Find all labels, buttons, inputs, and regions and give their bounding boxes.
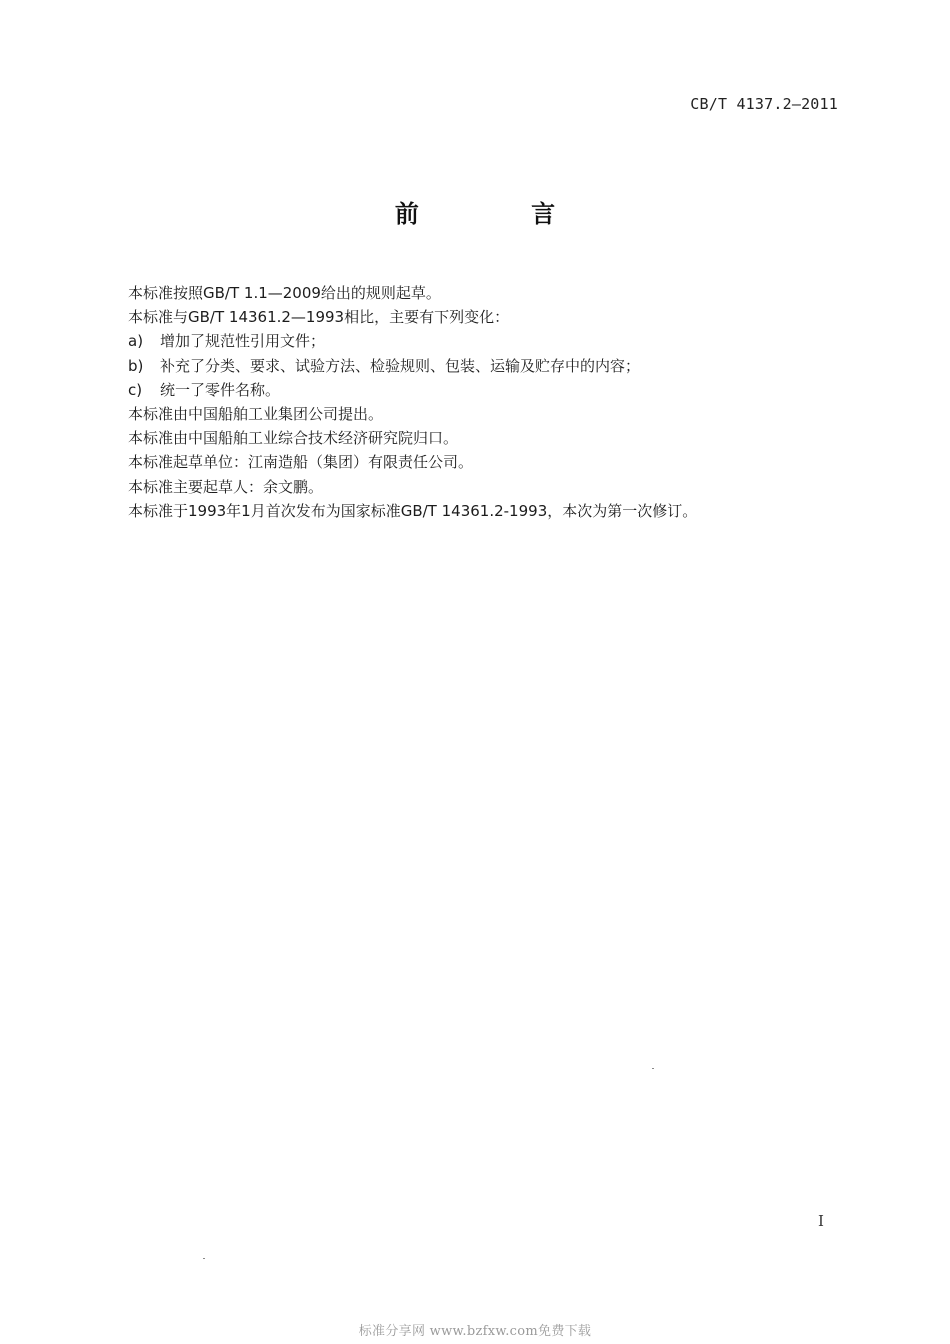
standard-code: CB/T 4137.2—2011 <box>690 95 838 113</box>
list-marker: a) <box>128 332 144 351</box>
list-item-text: 统一了零件名称。 <box>160 380 281 399</box>
paragraph-drafting-rules: 本标准按照GB/T 1.1—2009给出的规则起草。 <box>128 284 441 302</box>
page-title: 前 言 <box>394 200 608 228</box>
list-item <box>128 329 828 353</box>
paragraph-proposer: 本标准由中国船舶工业集团公司提出。 <box>128 405 384 424</box>
paragraph-drafters: 本标准主要起草人：余文鹏。 <box>128 477 324 496</box>
paragraph-history: 本标准于1993年1月首次发布为国家标准GB/T 14361.2-1993，本次为第一次修订。 <box>128 501 698 520</box>
paragraph-centralized: 本标准由中国船舶工业综合技术经济研究院归口。 <box>128 429 459 448</box>
page-number: I <box>818 1212 824 1230</box>
list-marker: b) <box>128 356 144 375</box>
scan-speck <box>652 1068 654 1069</box>
scan-speck <box>203 1258 205 1259</box>
list-marker: c) <box>128 380 143 399</box>
list-item <box>128 354 828 378</box>
list-item <box>128 378 828 402</box>
list-item-text: 补充了分类、要求、试验方法、检验规则、包装、运输及贮存中的内容； <box>160 356 641 375</box>
list-item-text: 增加了规范性引用文件； <box>160 332 326 351</box>
paragraph-changes-intro: 本标准与GB/T 14361.2—1993相比，主要有下列变化： <box>128 308 510 327</box>
foreword-body <box>128 281 828 523</box>
watermark-text: 标准分享网 www.bzfxw.com免费下载 <box>358 1324 592 1339</box>
paragraph-drafting-unit: 本标准起草单位：江南造船（集团）有限责任公司。 <box>128 453 474 472</box>
